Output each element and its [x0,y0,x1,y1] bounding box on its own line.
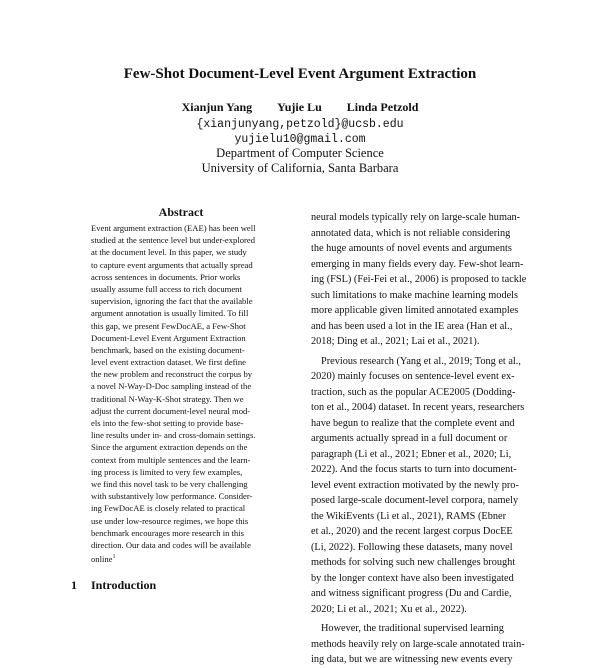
body-line: neural models typically rely on large-scale human- [311,212,521,223]
body-line: methods heavily rely on large-scale annotated train- [311,638,525,650]
body-line: and has been used a lot in the IE area (Han et al., [311,320,513,332]
body-line: traction, such as the popular ACE2005 (Dodding- [311,386,516,398]
abstract-line: Document-Level Event Argument Extraction [91,332,246,343]
body-line: ing data, but we are witnessing new events every [311,654,513,665]
body-line: methods for solving such new challenges brought [311,557,516,568]
abstract-line: Event argument extraction (EAE) has been well [91,223,256,233]
abstract-line: we find this novel task to be very challenging [91,478,248,489]
body-line: ton et al., 2004) dataset. In recent years, researchers [311,402,525,413]
abstract-line: online$^1$ [91,554,116,564]
abstract-line: at the document level. In this paper, we study [91,247,247,258]
body-line: (Li, 2022). Following these datasets, many novel [311,541,513,553]
abstract-line: els into the few-shot setting to provide base- [91,418,244,428]
abstract-line: with substantively low performance. Consider- [91,491,253,502]
body-text-right-column [311,210,533,668]
body-line: and witness significant progress (Du and Cardie, [311,588,512,599]
body-line: et al., 2020) and the recent largest corpus DocEE [311,526,513,537]
footnote-mark: 1 [112,554,116,561]
author-email: yujielu10@gmail.com [234,133,366,146]
body-line: have begun to realize that the complete event and [311,417,515,429]
body-line: ing (FSL) (Fei-Fei et al., 2006) is proposed to tackle [311,274,527,285]
abstract-body [91,222,281,563]
section-number: 1 [71,578,77,592]
section-heading [71,578,156,593]
abstract-line: traditional N-Way-K-Shot strategy. Then we [91,393,244,404]
abstract-line: across sentences in documents. Prior works [91,271,241,282]
body-line: 2022). And the focus starts to turn into document- [311,464,517,475]
abstract-line: level event extraction dataset. We first define [91,357,246,368]
abstract-heading: Abstract [158,205,204,219]
abstract-line: usually assume full access to rich document [91,283,242,294]
body-line: level event extraction motivated by the newly pro- [311,479,519,491]
body-line: arguments actually spread in a full document or [311,433,508,444]
body-line: by the longer context have also been investigated [311,572,514,584]
body-line: 2018; Ding et al., 2021; Lai et al., 2021). [311,336,480,347]
body-line: posed large-scale document-level corpora, namely [311,495,519,506]
body-line: paragraph (Li et al., 2021; Ebner et al., 2020; Li, [311,448,512,460]
body-line: the WikiEvents (Li et al., 2021), RAMS (Ebner [311,510,507,522]
section-title: Introduction [91,578,157,592]
body-line: 2020) mainly focuses on sentence-level event ex- [311,371,515,382]
abstract-line: supervision, ignoring the fact that the available [91,296,253,307]
body-line: emerging in many fields every day. Few-shot learn- [311,258,524,270]
paper-title: Few-Shot Document-Level Event Argument Extraction [123,66,477,82]
abstract-line: adjust the current document-level neural mod- [91,405,251,416]
abstract-line: ing process is limited to very few examples, [91,466,243,477]
body-line: Previous research (Yang et al., 2019; Tong et al., [321,355,521,367]
abstract-line: benchmark encourages more research in this [91,527,244,538]
abstract-line: the new problem and reconstruct the corpus by [91,369,253,380]
author-name: Linda Petzold [346,100,419,114]
author-name: Xianjun Yang [181,100,253,114]
body-line: annotated data, which is not reliable considering [311,227,511,239]
abstract-line: this gap, we present FewDocAE, a Few-Shot [91,320,246,331]
abstract-line: Since the argument extraction depends on the [91,442,248,453]
author-list [0,100,600,115]
abstract-line: argument annotation is usually limited. To fill [91,308,249,319]
body-line: more applicable given limited annotated examples [311,305,519,316]
abstract-line: studied at the sentence level but under-explored [91,235,256,246]
abstract-line: line results under in- and cross-domain settings. [91,430,256,441]
abstract-line: ing FewDocAE is closely related to practical [91,503,246,514]
body-line: the huge amounts of novel events and arguments [311,243,512,254]
abstract-line: use under low-resource regimes, we hope this [91,515,249,526]
body-line: such limitations to make machine learning models [311,289,519,301]
abstract-line: a novel N-Way-D-Doc sampling instead of the [91,381,252,392]
author-email: {xianjunyang,petzold}@ucsb.edu [196,118,404,131]
abstract-line: benchmark, based on the existing document- [91,344,245,355]
body-line: 2020; Li et al., 2021; Xu et al., 2022). [311,603,467,615]
abstract-line: to capture event arguments that actually spread [91,259,253,270]
abstract-line: direction. Our data and codes will be available [91,539,251,550]
affiliation-university: University of California, Santa Barbara [201,161,399,175]
body-line: However, the traditional supervised learning [321,623,504,634]
author-name: Yujie Lu [277,100,322,114]
affiliation-department: Department of Computer Science [216,146,384,160]
abstract-line: context from multiple sentences and the learn- [91,454,251,465]
